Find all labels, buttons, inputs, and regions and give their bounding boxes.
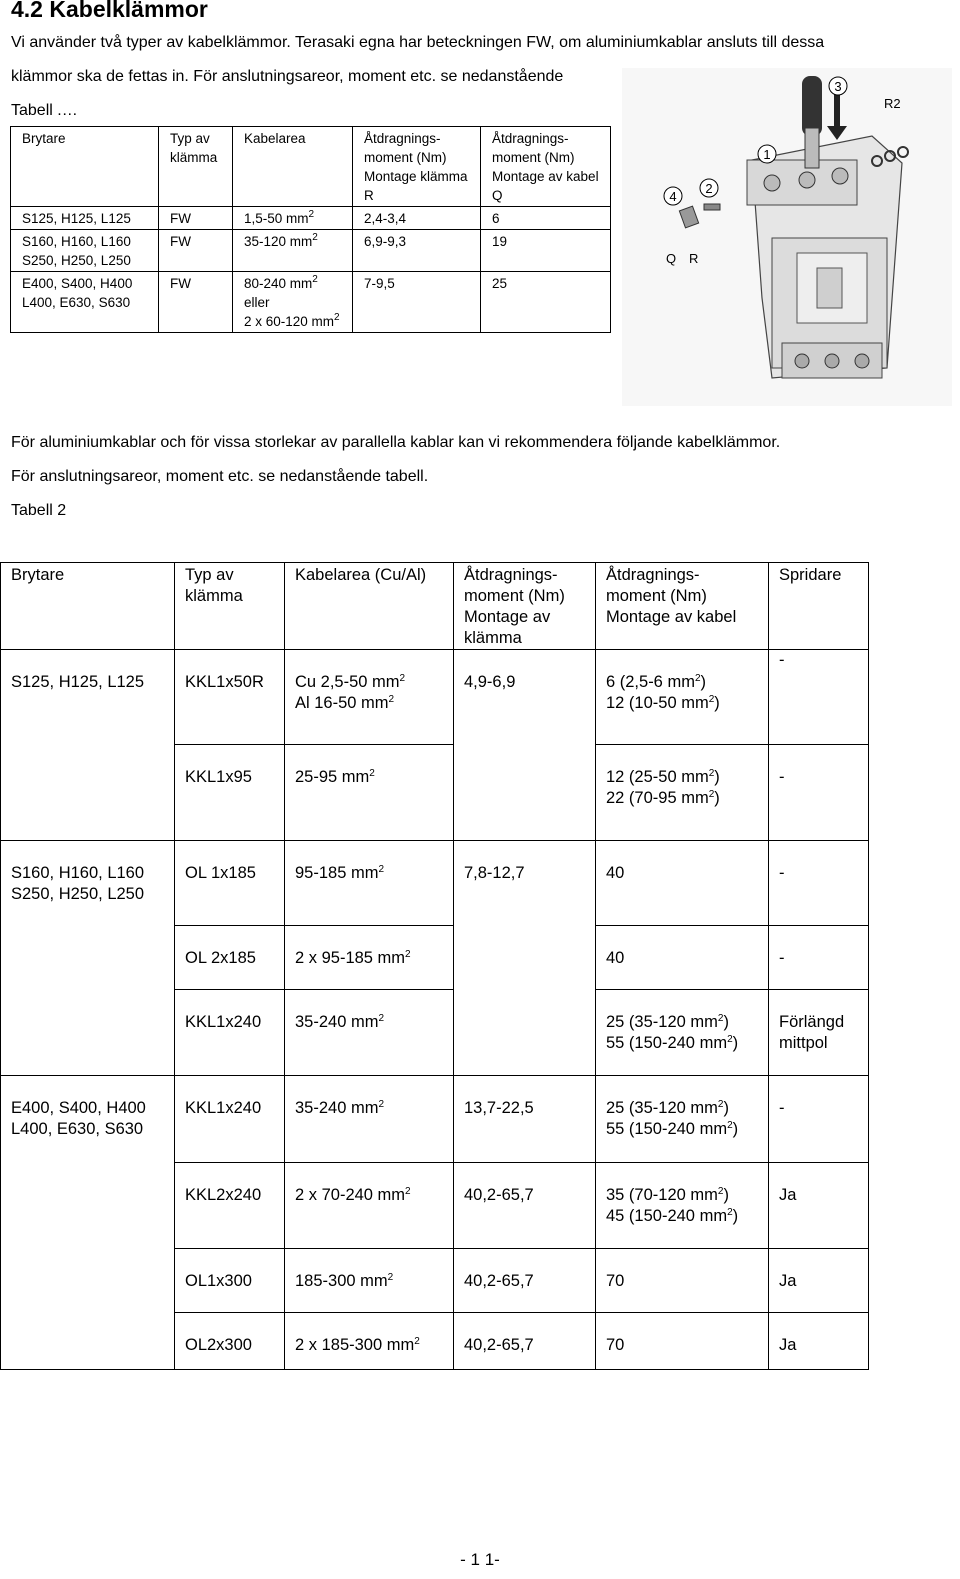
table2-caption: Tabell 2 [11,502,67,519]
table-row [1,1076,869,1163]
cell: 2 x 95-185 $mm^2$ [285,925,454,989]
header-cell: Brytare [11,127,159,207]
cell [1,1312,175,1370]
cell: KKL1x50R [175,650,285,745]
cell: FW [159,230,233,272]
page-number: - 1 1- [460,1550,500,1569]
cell [1,744,175,841]
header-cell: Kabelarea (Cu/Al) [285,563,454,650]
label-2: 2 [705,181,713,196]
para2-line-2: För anslutningsareor, moment etc. se nedanstående tabell. [11,468,429,485]
cell: 35-120 $mm^2$ [233,230,353,272]
table-row [1,1312,869,1370]
table-2 [0,562,869,1370]
cell: S160, H160, L160 S250, H250, L250 [1,841,175,926]
table-row [1,1162,869,1248]
cell: KKL2x240 [175,1162,285,1248]
cell: 7-9,5 [353,272,481,333]
cell: S125, H125, L125 [11,207,159,230]
cell: 6,9-9,3 [353,230,481,272]
cell: 80-240 $mm^2$ eller 2 x 60-120 $mm^2$ [233,272,353,333]
cell: 70 [596,1312,769,1370]
table1-caption: Tabell .… [11,102,78,119]
cell: KKL1x240 [175,989,285,1076]
cell [1,989,175,1076]
cell: Förlängd mittpol [769,989,869,1076]
cell: 6 [481,207,611,230]
header-cell: Åtdragnings- moment (Nm) Montage klämma R [353,127,481,207]
table-row [1,925,869,989]
table-row [1,989,869,1076]
cell: 6 (2,5-6 $mm^2$) 12 (10-50 $mm^2$) [596,650,769,745]
cell: 13,7-22,5 [454,1076,596,1163]
label-3: 3 [834,79,842,94]
cell: 40 [596,925,769,989]
cell [454,744,596,841]
cell: Ja [769,1248,869,1312]
cell: 35-240 $mm^2$ [285,989,454,1076]
table-row [1,650,869,745]
cell: KKL1x240 [175,1076,285,1163]
cell: S125, H125, L125 [1,650,175,745]
cell: 7,8-12,7 [454,841,596,926]
cell: Ja [769,1312,869,1370]
cell: OL1x300 [175,1248,285,1312]
cell: FW [159,272,233,333]
table-row [1,563,869,650]
cell: - [769,841,869,926]
table-row [1,1248,869,1312]
label-1: 1 [763,147,771,162]
cell: OL 1x185 [175,841,285,926]
cell: 35 (70-120 $mm^2$) 45 (150-240 $mm^2$) [596,1162,769,1248]
label-r2: R2 [884,96,901,111]
cell [454,925,596,989]
cell: 25 (35-120 $mm^2$) 55 (150-240 $mm^2$) [596,989,769,1076]
cell: 25-95 $mm^2$ [285,744,454,841]
cell: FW [159,207,233,230]
header-cell: Åtdragnings- moment (Nm) Montage av kabel Q [481,127,611,207]
label-r: R [689,251,699,266]
table-row [1,841,869,926]
header-cell: Brytare [1,563,175,650]
cell: 95-185 $mm^2$ [285,841,454,926]
cell: Ja [769,1162,869,1248]
cell [454,989,596,1076]
header-cell: Typ av klämma [159,127,233,207]
cell: - [769,650,869,745]
cell: 35-240 $mm^2$ [285,1076,454,1163]
cell: 2 x 185-300 $mm^2$ [285,1312,454,1370]
cell: 1,5-50 $mm^2$ [233,207,353,230]
table-row [11,127,611,207]
table-row [11,230,611,272]
cell: OL 2x185 [175,925,285,989]
cell: 2,4-3,4 [353,207,481,230]
header-cell: Åtdragnings- moment (Nm) Montage av kabel [596,563,769,650]
cell: - [769,925,869,989]
header-cell: Kabelarea [233,127,353,207]
cell: E400, S400, H400 L400, E630, S630 [11,272,159,333]
intro-line-2: klämmor ska de fettas in. För anslutningsareor, moment etc. se nedanstående [11,68,564,85]
cell [1,925,175,989]
cell [1,1248,175,1312]
cell: Cu 2,5-50 $mm^2$ Al 16-50 $mm^2$ [285,650,454,745]
breaker-illustration [622,68,952,406]
cell: - [769,744,869,841]
cell: E400, S400, H400 L400, E630, S630 [1,1076,175,1163]
cell: 12 (25-50 $mm^2$) 22 (70-95 $mm^2$) [596,744,769,841]
table-row [1,744,869,841]
table-1 [10,126,611,333]
cell: OL2x300 [175,1312,285,1370]
header-cell: Typ av klämma [175,563,285,650]
cell: 25 [481,272,611,333]
cell: KKL1x95 [175,744,285,841]
cell: 40,2-65,7 [454,1248,596,1312]
header-cell: Spridare [769,563,869,650]
section-heading: 4.2 Kabelklämmor [11,0,208,22]
cell: 4,9-6,9 [454,650,596,745]
para2-line-1: För aluminiumkablar och för vissa storlekar av parallella kablar kan vi rekommendera följande kabelklämmor. [11,434,781,451]
cell: 2 x 70-240 $mm^2$ [285,1162,454,1248]
cell: - [769,1076,869,1163]
cell: 185-300 $mm^2$ [285,1248,454,1312]
table-row [11,272,611,333]
cell: 25 (35-120 $mm^2$) 55 (150-240 $mm^2$) [596,1076,769,1163]
cell [1,1162,175,1248]
cell: 40 [596,841,769,926]
cell: 19 [481,230,611,272]
table-row [11,207,611,230]
label-4: 4 [669,189,677,204]
intro-line-1: Vi använder två typer av kabelklämmor. Terasaki egna har beteckningen FW, om aluminiumkablar ansluts till dessa [11,34,825,51]
cell: 40,2-65,7 [454,1312,596,1370]
cell: 70 [596,1248,769,1312]
breaker-drawing [622,68,952,406]
cell: S160, H160, L160 S250, H250, L250 [11,230,159,272]
label-q: Q [666,251,677,266]
header-cell: Åtdragnings- moment (Nm) Montage av klämma [454,563,596,650]
cell: 40,2-65,7 [454,1162,596,1248]
